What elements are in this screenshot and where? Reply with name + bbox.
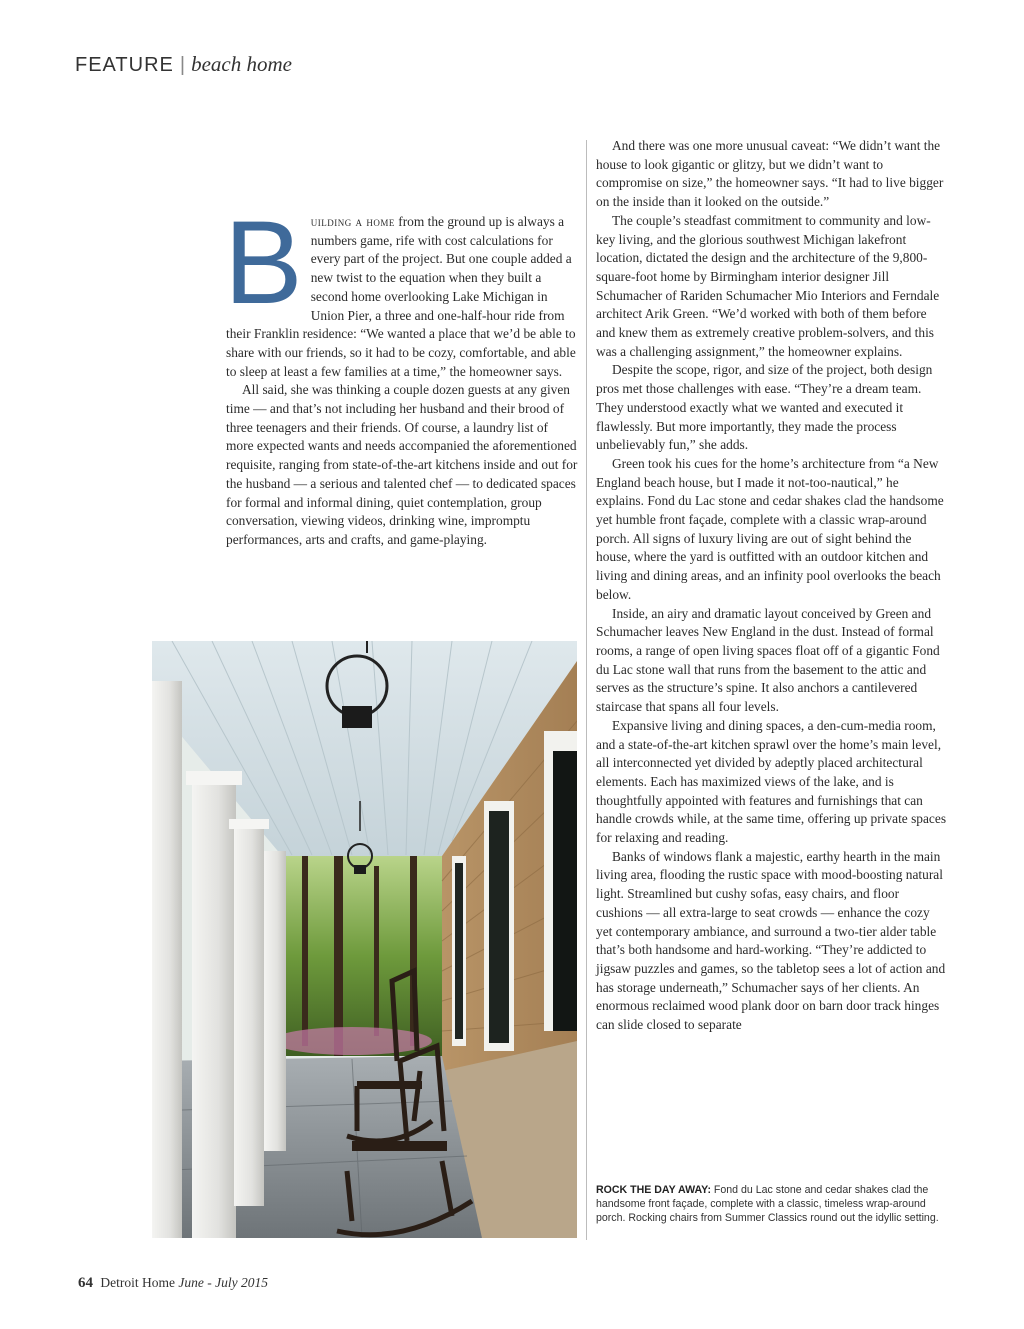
column-rule xyxy=(586,140,587,1240)
paragraph: Despite the scope, rigor, and size of the project, both design pros met those challenges with ease. “They’re a dream team. They understood exactly what we wanted and executed it flawlessly. But more importantly, they made the process unbelievably fun,” she adds. xyxy=(596,362,933,453)
paragraph: Green took his cues for the home’s architecture from “a New England beach house, but I made it not-too-nautical,” he explains. Fond du Lac stone and cedar shakes clad the handsome yet humble front façade, complete with a classic wrap-around porch. All signs of luxury living are out of sight behind the house, where the yard is outfitted with an outdoor kitchen and living and dining areas, and an infinity pool overlooks the beach below. xyxy=(596,455,944,602)
issue-date: June - July 2015 xyxy=(178,1275,268,1290)
page-header xyxy=(75,52,292,77)
paragraph: Expansive living and dining spaces, a den-cum-media room, and a state-of-the-art kitchen sprawl over the home’s main level, all interconnected yet divided by adeptly placed architectural elements. Each has maximized views of the lake, and is thoughtfully appointed with features and furnishings that can handle crowds while, at the same time, offering up private spaces for relaxing and reading. xyxy=(596,717,947,846)
paragraph: And there was one more unusual caveat: “We didn’t want the house to look gigantic or glitzy, but we didn’t want to compromise on size,” the homeowner says. “It had to live bigger on the inside than it looked on the outside.” xyxy=(596,138,944,210)
paragraph: Building a home from the ground up is always a numbers game, rife with cost calculations for every part of the project. But one couple added a new twist to the equation when they built a second home overlooking Lake Michigan in Union Pier, a three and one-half-hour ride from their Franklin residence: “We wanted a place that we’d be able to share with our friends, so it had to be cozy, comfortable, and able to sleep at least a few families at a time,” the homeowner says. xyxy=(224,197,576,379)
lead-in: uilding a home xyxy=(310,214,395,229)
page-number: 64 xyxy=(78,1275,93,1291)
topic-label: beach home xyxy=(191,52,292,76)
page-footer xyxy=(78,1275,268,1292)
paragraph: All said, she was thinking a couple dozen guests at any given time — and that’s not including her husband and their brood of three teenagers and their friends. Of course, a laundry list of more expected wants and needs accompanied the aforementioned requisite, ranging from state-of-the-art kitchens inside and out for the husband — a serious and talented chef — to dedicated spaces for formal and informal dining, quiet contemplation, group conversation, viewing videos, drinking wine, impromptu performances, arts and crafts, and game-playing. xyxy=(226,382,578,547)
paragraph: The couple’s steadfast commitment to community and low-key living, and the glorious southwest Michigan lakefront location, dictated the design and the architecture of the 9,800-square-foot home by Birmingham interior designer Jill Schumacher of Rariden Schumacher Mio Interiors and Ferndale architect Arik Green. “We’d worked with both of them before and knew them as extremely creative problem-solvers, and this was a challenging assignment,” the homeowner explains. xyxy=(596,212,940,359)
porch-photo xyxy=(152,641,577,1238)
magazine-name: Detroit Home xyxy=(100,1275,175,1290)
caption-text: Fond du Lac stone and cedar shakes clad the handsome front façade, complete with a classic, timeless wrap-around porch. Rocking chairs from Summer Classics round out the idyllic setting. xyxy=(596,1184,939,1224)
header-separator: | xyxy=(179,54,186,76)
paragraph: Inside, an airy and dramatic layout conceived by Green and Schumacher leaves New England in the dust. Instead of formal rooms, a range of open living spaces float off of a gigantic Fond du Lac stone wall that runs from the basement to the attic and serves as the structure’s spine. It also anchors a cantilevered staircase that spans all four levels. xyxy=(596,605,940,715)
article-column-right xyxy=(596,137,948,1035)
paragraph: Banks of windows flank a majestic, earthy hearth in the main living area, flooding the rustic space with mood-boosting natural light. Streamlined but cushy sofas, easy chairs, and floor cushions — all extra-large to seat crowds — enhance the cozy yet contemporary ambiance, and surround a two-tier alder table that’s both handsome and hard-working. “They’re addicted to jigsaw puzzles and games, so the tabletop sees a lot of action and has storage underneath,” Schumacher says of her clients. An enormous reclaimed wood plank door on barn door track hinges can slide closed to separate xyxy=(596,848,946,1033)
article-column-left xyxy=(224,197,578,550)
drop-cap: B xyxy=(224,197,303,329)
photo-caption xyxy=(596,1183,948,1225)
caption-title: ROCK THE DAY AWAY: xyxy=(596,1184,711,1196)
section-label: FEATURE xyxy=(75,54,174,76)
